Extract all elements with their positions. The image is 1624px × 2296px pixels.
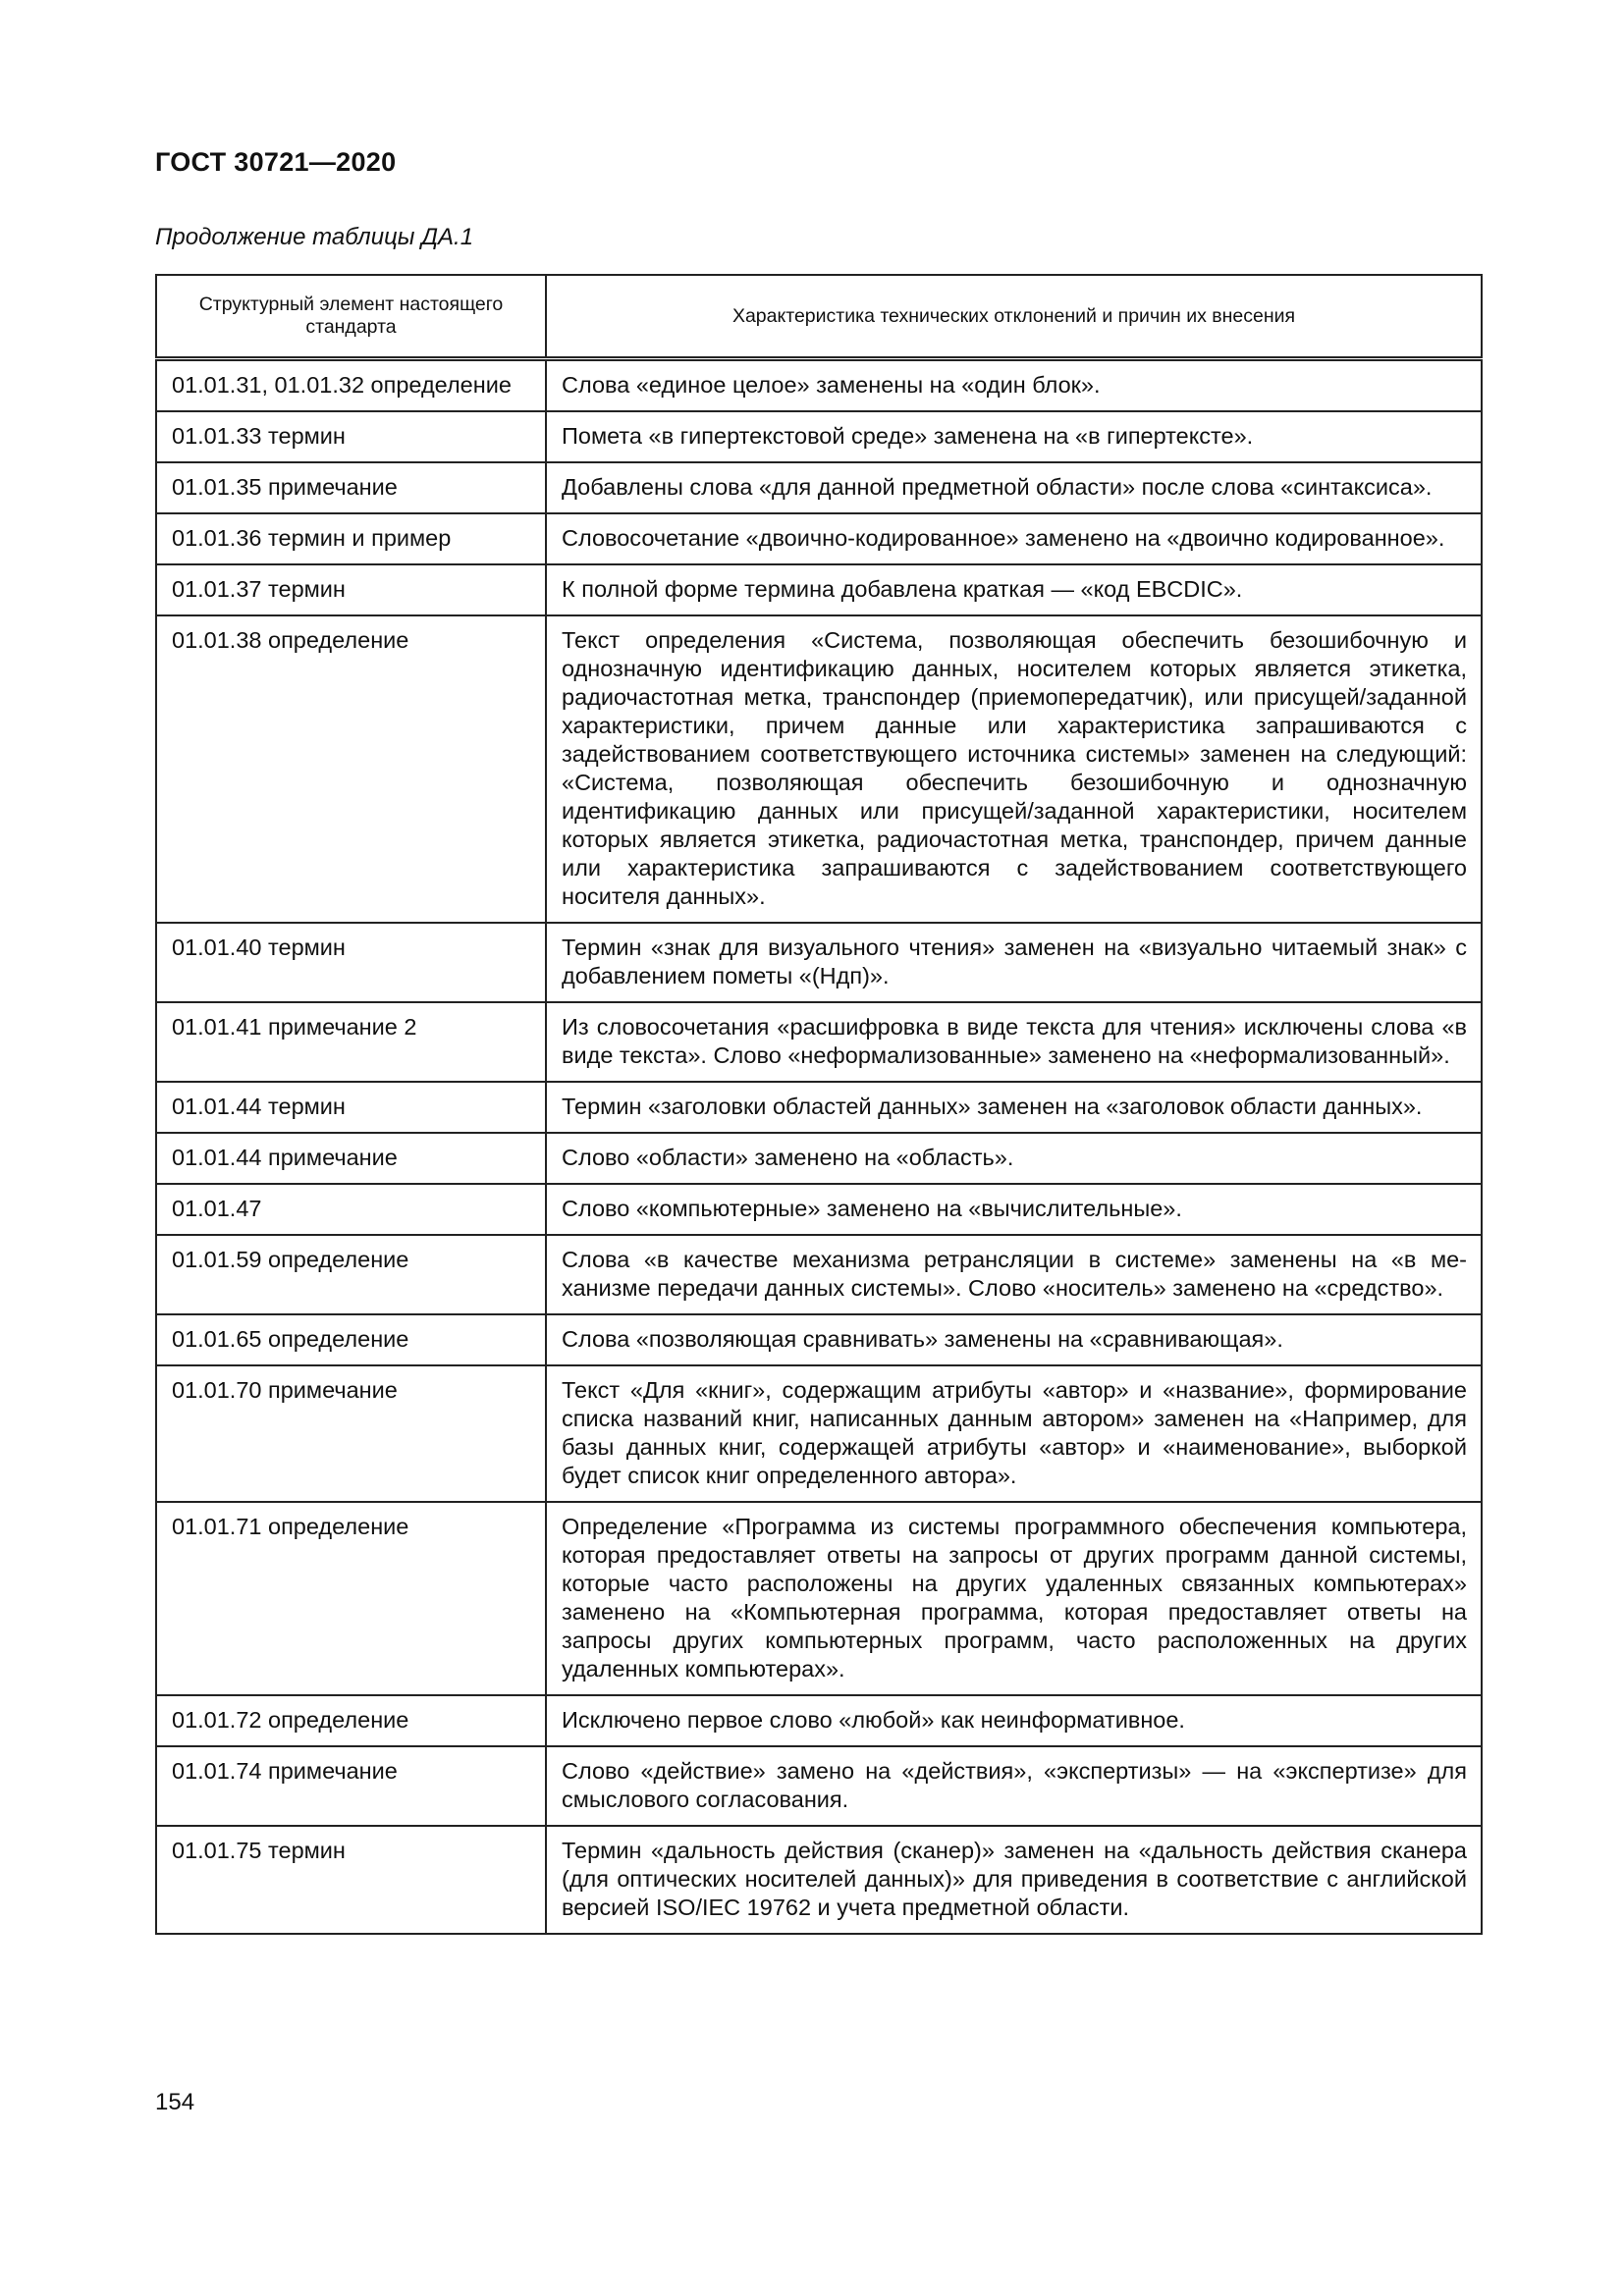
deviation-description-cell: Добавлены слова «для данной предметной области» после слова «синтаксиса». (546, 462, 1482, 513)
structural-element-cell: 01.01.72 определение (156, 1695, 546, 1746)
deviation-description-cell: Исключено первое слово «любой» как неинформативное. (546, 1695, 1482, 1746)
deviation-description-cell: Слово «компьютерные» заменено на «вычислительные». (546, 1184, 1482, 1235)
table-row (156, 513, 1482, 564)
structural-element-cell: 01.01.40 термин (156, 923, 546, 1002)
table-row (156, 1746, 1482, 1826)
deviation-description-cell: Термин «заголовки областей данных» заменен на «заголовок области данных». (546, 1082, 1482, 1133)
structural-element-cell: 01.01.44 термин (156, 1082, 546, 1133)
table-row (156, 564, 1482, 615)
table-row (156, 1235, 1482, 1314)
structural-element-cell: 01.01.70 примечание (156, 1365, 546, 1502)
structural-element-cell: 01.01.59 определение (156, 1235, 546, 1314)
table-caption: Продолжение таблицы ДА.1 (155, 224, 474, 250)
deviation-description-cell: Слово «действие» замено на «действия», «экспертизы» — на «экспертизе» для смыслового согласования. (546, 1746, 1482, 1826)
deviation-description-cell: Слова «в качестве механизма ретрансляции в системе» заменены на «в механизме передачи данных системы». Слово «носитель» заменено на «средство». (546, 1235, 1482, 1314)
structural-element-cell: 01.01.37 термин (156, 564, 546, 615)
structural-element-cell: 01.01.71 определение (156, 1502, 546, 1695)
deviation-description-cell: Текст «Для «книг», содержащим атрибуты «автор» и «название», формирование списка названий книг, написанных данным автором» заменен на «Например, для базы данных книг, содержащей атрибуты «автор» и «наименование», выборкой будет список книг определенного автора». (546, 1365, 1482, 1502)
deviation-description-cell: Термин «дальность действия (сканер)» заменен на «дальность действия сканера (для оптических носителей данных)» для приведения в соответствие с английской версией ISO/IEC 19762 и учета предметной области. (546, 1826, 1482, 1934)
deviation-description-cell: Слова «единое целое» заменены на «один блок». (546, 359, 1482, 412)
table-row (156, 1133, 1482, 1184)
column-header-element: Структурный элемент настоящего стандарта (156, 275, 546, 359)
deviation-description-cell: Термин «знак для визуального чтения» заменен на «визуально читаемый знак» с добавлением пометы «(Ндп)». (546, 923, 1482, 1002)
structural-element-cell: 01.01.47 (156, 1184, 546, 1235)
table-row (156, 1002, 1482, 1082)
deviation-description-cell: Слова «позволяющая сравнивать» заменены на «сравнивающая». (546, 1314, 1482, 1365)
table-row (156, 1082, 1482, 1133)
table-row (156, 1695, 1482, 1746)
deviation-table (155, 274, 1483, 1935)
table-row (156, 1184, 1482, 1235)
deviation-description-cell: Текст определения «Система, позволяющая обеспечить безошибочную и однозначную идентификацию данных, носителем которых является этикетка, радиочастотная метка, транспондер (приемопередатчик), или присущей/заданной характеристики, причем данные или характеристика запрашиваются с задействованием соответствующего источника системы» заменен на следующий: «Система, позволяющая обеспечить безошибочную и однозначную идентификацию данных или присущей/заданной характеристики, носителем которых является этикетка, радиочастотная метка, транспондер, причем данные или характеристика запрашиваются с задействованием соответствующего носителя данных». (546, 615, 1482, 923)
document-code: ГОСТ 30721—2020 (155, 147, 397, 177)
structural-element-cell: 01.01.44 примечание (156, 1133, 546, 1184)
deviation-description-cell: К полной форме термина добавлена краткая — «код EBCDIC». (546, 564, 1482, 615)
deviation-description-cell: Определение «Программа из системы программного обеспечения компьютера, которая предоставляет ответы на запросы от других программ данной системы, которые часто расположены на других удаленных связанных компьютерах» заменено на «Компьютерная программа, которая предоставляет ответы на запросы других компьютерных программ, часто расположенных на других удаленных компьютерах». (546, 1502, 1482, 1695)
table-row (156, 1365, 1482, 1502)
deviation-description-cell: Помета «в гипертекстовой среде» заменена на «в гипертексте». (546, 411, 1482, 462)
structural-element-cell: 01.01.74 примечание (156, 1746, 546, 1826)
table-body (156, 359, 1482, 1935)
structural-element-cell: 01.01.41 примечание 2 (156, 1002, 546, 1082)
table-row (156, 615, 1482, 923)
structural-element-cell: 01.01.31, 01.01.32 определение (156, 359, 546, 412)
structural-element-cell: 01.01.35 примечание (156, 462, 546, 513)
structural-element-cell: 01.01.75 термин (156, 1826, 546, 1934)
table-row (156, 1502, 1482, 1695)
table-row (156, 1314, 1482, 1365)
deviation-description-cell: Из словосочетания «расшифровка в виде текста для чтения» исключены слова «в виде текста». Слово «неформализованные» заменено на «неформализованный». (546, 1002, 1482, 1082)
structural-element-cell: 01.01.38 определение (156, 615, 546, 923)
column-header-characteristic: Характеристика технических отклонений и причин их внесения (546, 275, 1482, 359)
structural-element-cell: 01.01.33 термин (156, 411, 546, 462)
table-row (156, 923, 1482, 1002)
page-number: 154 (155, 2089, 195, 2115)
table-row (156, 411, 1482, 462)
table-row (156, 359, 1482, 412)
structural-element-cell: 01.01.65 определение (156, 1314, 546, 1365)
table-row (156, 462, 1482, 513)
deviation-description-cell: Словосочетание «двоично-кодированное» заменено на «двоично кодированное». (546, 513, 1482, 564)
table-row (156, 1826, 1482, 1934)
deviation-description-cell: Слово «области» заменено на «область». (546, 1133, 1482, 1184)
structural-element-cell: 01.01.36 термин и пример (156, 513, 546, 564)
table-header-row (156, 275, 1482, 359)
